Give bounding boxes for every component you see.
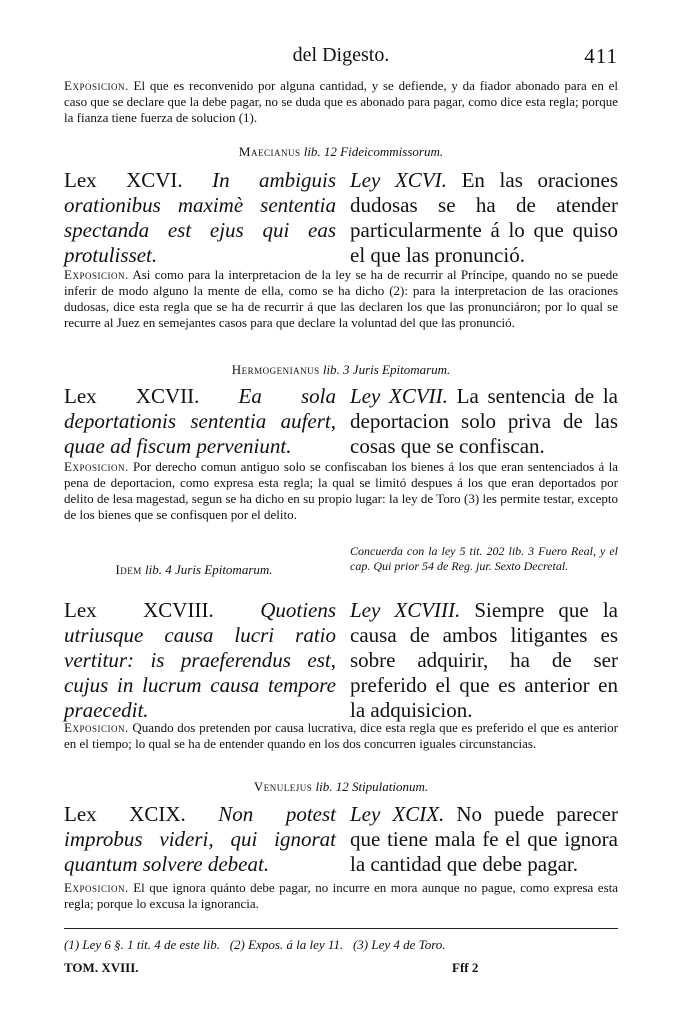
latin-lex-98 (64, 598, 336, 723)
concordance-note: Concuerda con la ley 5 tit. 202 lib. 3 Fuero Real, y el cap. Qui prior 54 de Reg. jur. Sexto Decretal. (350, 544, 618, 573)
exposicion-paragraph-97 (64, 459, 618, 523)
exposicion-text: Por derecho comun antiguo solo se confiscaban los bienes á los que eran sentenciados á la pena de deportacion, como expresa esta regla; la qual se limitó despues á los que eran deportados por delito de lesa magestad, segun se ha dicho en su propio lugar: la ley de Toro (3) les permite testar, excepto de los bienes que se confisquen por el delito. (64, 459, 618, 522)
lex-text: Non potest improbus videri, qui ignorat quantum solvere debeat. (64, 802, 336, 876)
source-author: Hermogenianus (231, 362, 320, 377)
lex-text: In ambiguis orationibus maximè sententia spectanda est ejus qui eas protulisset. (64, 168, 336, 267)
exposicion-label: Exposicion. (64, 880, 129, 895)
footnote-1: (1) Ley 6 §. 1 tit. 4 de este lib. (64, 937, 220, 952)
lex-text: Ea sola deportationis sententia aufert, quae ad fiscum perveniunt. (64, 384, 336, 458)
exposicion-paragraph-98 (64, 720, 618, 752)
ley-text: No puede parecer que tiene mala fe el que ignora la cantidad que debe pagar. (350, 802, 618, 876)
page-number: 411 (584, 44, 618, 68)
source-citation-97 (64, 362, 618, 378)
lex-label: Lex XCVIII. (64, 598, 214, 622)
lex-label: Lex XCVII. (64, 384, 200, 408)
source-author: Maecianus (238, 144, 301, 159)
running-head-title: del Digesto. (292, 44, 390, 66)
ley-label: Ley XCIX. (350, 802, 445, 826)
latin-lex-99 (64, 802, 336, 877)
footnote-rule (64, 928, 618, 929)
source-work: lib. 12 Fideicommissorum. (303, 144, 444, 159)
lex-label: Lex XCIX. (64, 802, 186, 826)
source-work: lib. 3 Juris Epitomarum. (322, 362, 451, 377)
exposicion-label: Exposicion. (64, 459, 129, 474)
source-work: lib. 12 Stipulationum. (315, 779, 429, 794)
exposicion-text: El que ignora quánto debe pagar, no incurre en mora aunque no pague, como expresa esta regla; porque lo excusa la ignorancia. (64, 880, 619, 911)
ley-label: Ley XCVII. (350, 384, 448, 408)
source-author: Venulejus (253, 779, 313, 794)
volume-mark: TOM. XVIII. (64, 960, 139, 975)
ley-label: Ley XCVIII. (350, 598, 461, 622)
exposicion-paragraph-opening (64, 78, 618, 126)
spanish-ley-99 (350, 802, 618, 877)
footnote-2: (2) Expos. á la ley 11. (229, 937, 344, 952)
ley-text: La sentencia de la deportacion solo priva de las cosas que se confiscan. (350, 384, 618, 458)
ley-text: En las oraciones dudosas se ha de atender particularmente á lo que quiso el que las pronunció. (350, 168, 619, 267)
exposicion-paragraph-99 (64, 880, 618, 912)
exposicion-text: Quando dos pretenden por causa lucrativa, dice esta regla que es preferido el que es anterior en el tiempo; lo qual se ha de entender quando en los dos concurren iguales circunstancias. (64, 720, 618, 751)
latin-lex-96 (64, 168, 336, 268)
spanish-ley-98 (350, 598, 618, 723)
spanish-ley-96 (350, 168, 618, 268)
footnotes (64, 937, 618, 953)
exposicion-text: El que es reconvenido por alguna cantidad, y se defiende, y da fiador abonado para en el caso que se declare que la debe pagar, no se duda que es abonado para pagar, como dice esta regla; porque la fianza tiene fuerza de solucion (1). (64, 78, 619, 125)
lex-text: Quotiens utriusque causa lucri ratio vertitur: is praeferendus est, cujus in lucrum causa tempore praecedit. (64, 598, 337, 722)
signature-mark: Fff 2 (452, 960, 479, 975)
source-author: Idem (115, 562, 142, 577)
latin-lex-97 (64, 384, 336, 459)
exposicion-label: Exposicion. (64, 720, 129, 735)
spanish-ley-97 (350, 384, 618, 459)
source-citation-99 (64, 779, 618, 795)
ley-text: Siempre que la causa de ambos litigantes es sobre adquirir, ha de ser preferido el que es anterior en la adquisicion. (350, 598, 618, 722)
exposicion-text: Asi como para la interpretacion de la ley se ha de recurrir al Príncipe, quando no se puede inferir de modo alguno la mente de ella, como se ha dicho (2): para la interpretacion de las oraciones dudosas, dice esta regla que se ha de recurrir á que las declaren los que las pronunciáron; por lo qual se recurre al Juez en semejantes casos para que declare la voluntad del que las pronunció. (64, 267, 618, 330)
lex-label: Lex XCVI. (64, 168, 183, 192)
exposicion-label: Exposicion. (64, 78, 129, 93)
source-work: lib. 4 Juris Epitomarum. (145, 562, 273, 577)
ley-label: Ley XCVI. (350, 168, 447, 192)
footnote-3: (3) Ley 4 de Toro. (352, 937, 446, 952)
source-citation-98 (64, 562, 324, 578)
exposicion-label: Exposicion. (64, 267, 129, 282)
source-citation-96 (64, 144, 618, 160)
signature-line (64, 960, 618, 976)
exposicion-paragraph-96 (64, 267, 618, 331)
